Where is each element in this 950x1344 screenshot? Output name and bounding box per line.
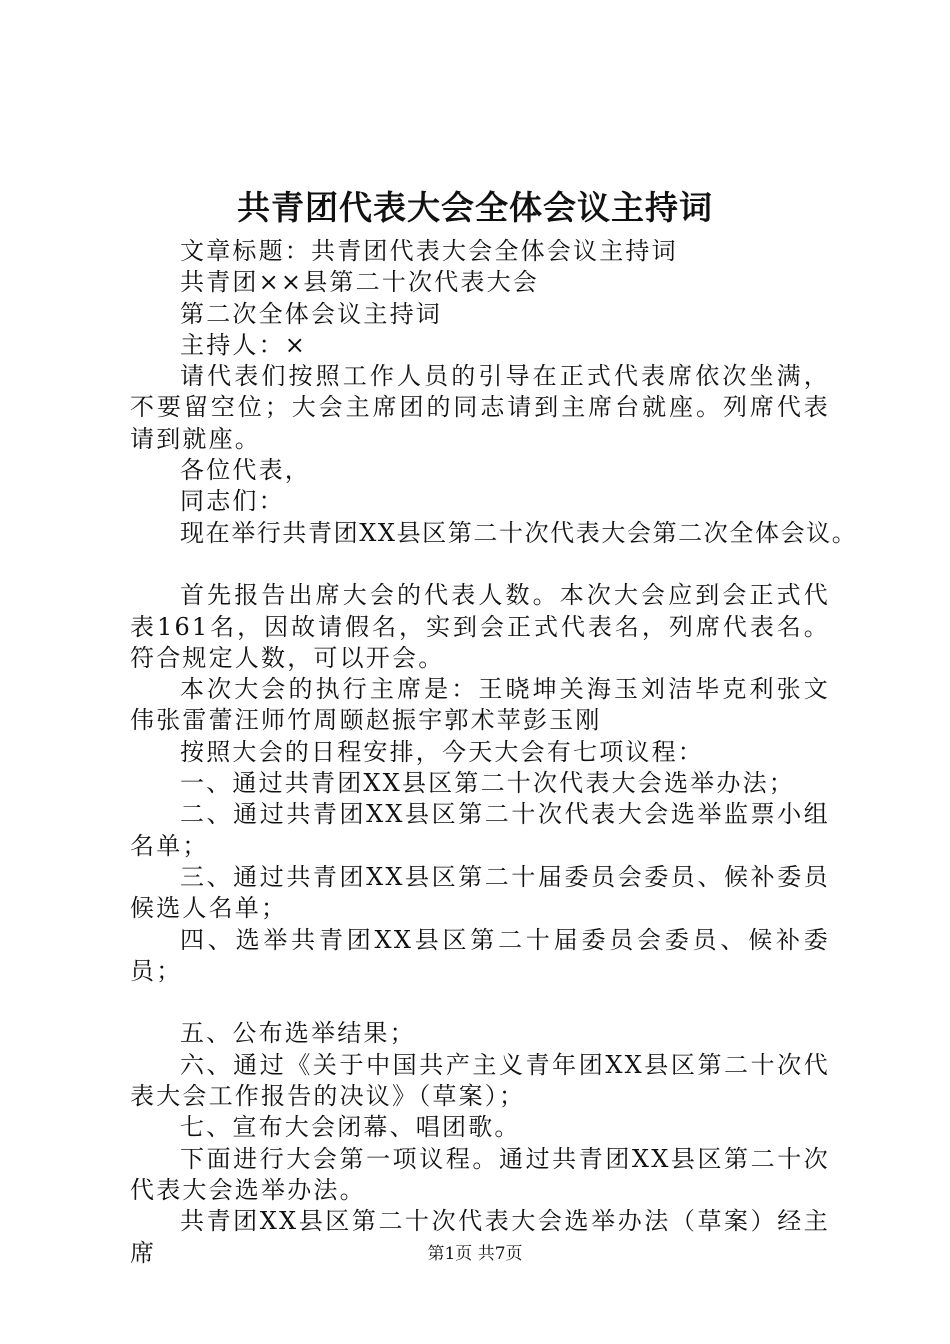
agenda-item-7: 七、宣布大会闭幕、唱团歌。 xyxy=(180,1113,521,1142)
paragraph-greeting-delegates: 各位代表， xyxy=(180,456,311,485)
paragraph-session-name: 第二次全体会议主持词 xyxy=(180,299,442,328)
paragraph-article-title: 文章标题：共青团代表大会全体会议主持词 xyxy=(180,237,678,265)
paragraph-greeting-comrades: 同志们： xyxy=(180,487,285,516)
agenda-item-3: 三、通过共青团XX县区第二十届委员会委员、候补委员候选人名单； xyxy=(130,862,830,923)
page-number: 第1页 共7页 xyxy=(427,1244,523,1264)
agenda-item-5: 五、公布选举结果； xyxy=(180,1019,416,1048)
document-title: 共青团代表大会全体会议主持词 xyxy=(237,188,713,227)
document-body xyxy=(130,236,858,1269)
paragraph-host: 主持人：× xyxy=(180,330,308,359)
agenda-item-4: 四、选举共青团XX县区第二十届委员会委员、候补委员； xyxy=(130,925,830,985)
agenda-item-6: 六、通过《关于中国共产主义青年团XX县区第二十次代表大会工作报告的决议》（草案）； xyxy=(130,1050,830,1111)
paragraph-attendance-report: 首先报告出席大会的代表人数。本次大会应到会正式代表161名，因故请假名，实到会正式代表名，列席代表名。符合规定人数，可以开会。 xyxy=(130,581,830,672)
paragraph-first-agenda: 下面进行大会第一项议程。通过共青团XX县区第二十次代表大会选举办法。 xyxy=(130,1144,830,1204)
agenda-item-2: 二、通过共青团XX县区第二十次代表大会选举监票小组名单； xyxy=(130,800,830,860)
paragraph-seating-instruction: 请代表们按照工作人员的引导在正式代表席依次坐满，不要留空位；大会主席团的同志请到主席台就座。列席代表请到就座。 xyxy=(130,362,830,453)
paragraph-executive-chairs: 本次大会的执行主席是：王晓坤关海玉刘洁毕克利张文伟张雷蕾汪师竹周颐赵振宇郭术苹彭玉刚 xyxy=(130,675,830,735)
paragraph-opening: 现在举行共青团XX县区第二十次代表大会第二次全体会议。 xyxy=(180,518,858,547)
agenda-item-1: 一、通过共青团XX县区第二十次代表大会选举办法； xyxy=(180,769,795,798)
paragraph-election-method: 共青团XX县区第二十次代表大会选举办法（草案）经主席 xyxy=(130,1207,830,1267)
paragraph-agenda-intro: 按照大会的日程安排，今天大会有七项议程： xyxy=(180,737,704,766)
paragraph-congress-name: 共青团××县第二十次代表大会 xyxy=(180,268,540,297)
